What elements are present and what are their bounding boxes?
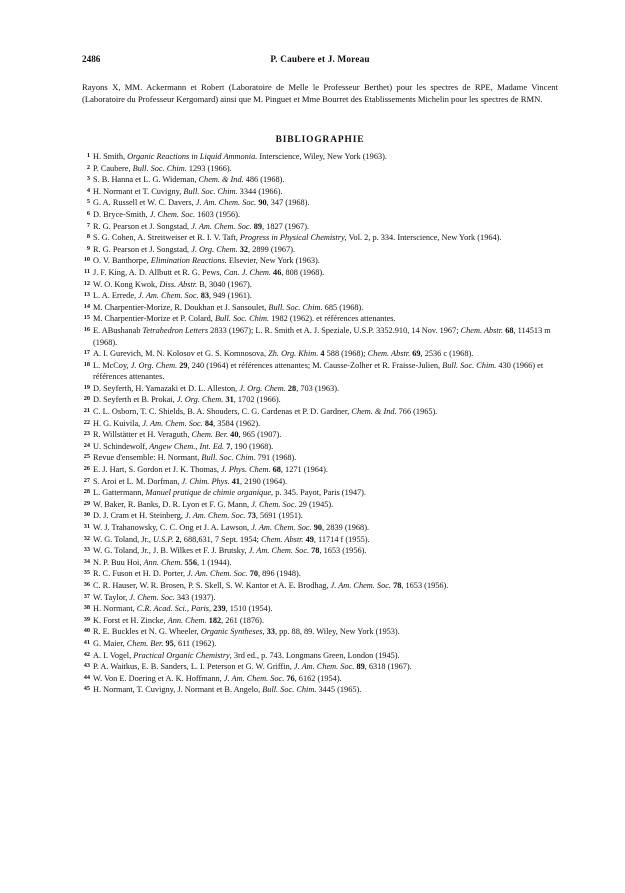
- reference-number: 3: [86, 175, 90, 183]
- reference-text: W. G. Toland, Jr., U.S.P. 2, 688,631, 7 Sept. 1954; Chem. Abstr. 49, 11714 f (1955).: [93, 534, 370, 544]
- reference-item: [80, 557, 560, 569]
- reference-text: L. Gattermann, Manuel pratique de chimie organique, p. 345. Payot, Paris (1947).: [93, 488, 366, 498]
- reference-text: H. Smith, Organic Reactions in Liquid Ammonia. Interscience, Wiley, New York (1963).: [93, 152, 387, 161]
- reference-number: 29: [83, 499, 90, 507]
- reference-text: H. Normant, C.R. Acad. Sci., Paris, 239, 1510 (1954).: [93, 604, 273, 614]
- reference-text: H. G. Kuivila, J. Am. Chem. Soc. 84, 3584 (1962).: [93, 418, 261, 428]
- reference-number: 27: [83, 476, 90, 484]
- reference-text: P. A. Waitkus, E. B. Sanders, L. I. Peterson et G. W. Griffin, J. Am. Chem. Soc. 89, 6318 (1967).: [93, 662, 412, 672]
- reference-item: [80, 163, 560, 175]
- reference-item: [80, 197, 560, 209]
- reference-item: [80, 568, 560, 580]
- reference-number: 25: [83, 453, 90, 461]
- reference-number: 12: [83, 279, 90, 287]
- reference-text: Revue d'ensemble: H. Normant, Bull. Soc. Chim. 791 (1968).: [93, 453, 297, 463]
- reference-number: 41: [83, 638, 90, 646]
- reference-item: [80, 279, 560, 291]
- reference-text: W. G. Toland, Jr., J. B. Wilkes et F. J. Brutsky, J. Am. Chem. Soc. 78, 1653 (1956).: [93, 546, 367, 556]
- reference-number: 4: [86, 186, 90, 194]
- reference-number: 17: [83, 349, 90, 357]
- reference-number: 15: [83, 314, 90, 322]
- reference-number: 42: [83, 650, 90, 658]
- reference-item: [80, 673, 560, 685]
- reference-text: A. I. Vogel, Practical Organic Chemistry, 3rd ed., p. 743. Longmans Green, London (1945).: [93, 650, 400, 660]
- reference-list: [80, 151, 560, 696]
- reference-number: 30: [83, 511, 90, 519]
- reference-item: [80, 232, 560, 244]
- reference-number: 11: [84, 267, 90, 275]
- reference-item: [80, 626, 560, 638]
- reference-number: 36: [83, 580, 90, 588]
- reference-item: [80, 290, 560, 302]
- reference-text: W. Von E. Doering et A. K. Hoffmann, J. Am. Chem. Soc. 76, 6162 (1954).: [93, 673, 342, 683]
- reference-number: 2: [86, 163, 90, 171]
- reference-item: [80, 661, 560, 673]
- reference-item: [80, 615, 560, 627]
- running-title: P. Caubere et J. Moreau: [270, 54, 370, 64]
- reference-number: 16: [83, 325, 90, 333]
- reference-item: [80, 534, 560, 546]
- reference-text: W. Taylor, J. Chem. Soc. 343 (1937).: [93, 592, 216, 602]
- reference-text: C. L. Osborn, T. C. Shields, B. A. Shouders, C. G. Cardenas et P. D. Gardner, Chem. & Ind. 766 (1965).: [93, 407, 438, 417]
- reference-number: 19: [83, 383, 90, 391]
- reference-item: [80, 476, 560, 488]
- reference-item: [80, 394, 560, 406]
- reference-item: [80, 302, 560, 314]
- reference-text: J. F. King, A. D. Allbutt et R. G. Pews, Can. J. Chem. 46, 808 (1968).: [93, 267, 325, 277]
- reference-number: 31: [83, 523, 90, 530]
- reference-item: [80, 580, 560, 592]
- reference-text: H. Normant, T. Cuvigny, J. Normant et B. Angelo, Bull. Soc. Chim. 3445 (1965).: [93, 685, 362, 695]
- reference-item: [80, 510, 560, 522]
- reference-number: 24: [83, 441, 90, 449]
- reference-text: C. R. Hauser, W. R. Brosen, P. S. Skell, S. W. Kantor et A. E. Brodhag, J. Am. Chem. Soc. 78, 1653 (1956).: [93, 580, 449, 590]
- reference-number: 14: [83, 302, 90, 310]
- reference-text: A. I. Gurevich, M. N. Kolosov et G. S. Komnosova, Zh. Org. Khim. 4 588 (1968); Chem. Abstr. 69, 2536 c (1968).: [93, 349, 474, 359]
- reference-number: 18: [83, 360, 90, 368]
- reference-text: R. G. Pearson et J. Songstad, J. Org. Chem. 32, 2899 (1967).: [93, 244, 296, 254]
- reference-item: [80, 592, 560, 604]
- reference-item: [80, 429, 560, 441]
- reference-number: 38: [83, 604, 90, 612]
- reference-item: [80, 325, 560, 348]
- reference-item: [80, 603, 560, 615]
- reference-text: M. Charpentier-Morize, R. Doukhan et J. Sansoulet, Bull. Soc. Chim. 685 (1968).: [93, 302, 364, 312]
- reference-item: [80, 151, 560, 163]
- reference-item: [80, 638, 560, 650]
- reference-number: 13: [83, 291, 90, 299]
- reference-number: 23: [83, 430, 90, 438]
- bibliography-heading: BIBLIOGRAPHIE: [275, 135, 365, 145]
- reference-number: 20: [83, 395, 90, 403]
- reference-text: D. Seyferth et B. Prokai, J. Org. Chem. 31, 1702 (1966).: [93, 395, 281, 405]
- reference-text: L. McCoy, J. Org. Chem. 29, 240 (1964) et références attenantes; M. Causse-Zolher et R. Fraisse-Julien, Bull. Soc. Chim. 430 (1966) et références attenantes.: [93, 360, 544, 382]
- reference-text: S. Aroi et L. M. Dorfman, J. Chim. Phys. 41, 2190 (1964).: [93, 476, 288, 486]
- reference-text: U. Schindewolf, Angew Chem., Int. Ed. 7, 190 (1968).: [93, 441, 274, 451]
- acknowledgment-paragraph: Rayons X, MM. Ackermann et Robert (Laboratoire de Melle le Professeur Berthet) pour les spectres de RPE, Madame Vincent (Laboratoire du Professeur Kergomard) ainsi que M. Pinguet et Mme Bourret des Etablissements Michelin pour les spectres de RMN.: [82, 82, 558, 105]
- reference-number: 43: [83, 662, 90, 670]
- reference-text: S. G. Cohen, A. Streitweiser et R. I. V. Taft, Progress in Physical Chemistry, Vol. 2, p. 334. Interscience, New York (1964).: [93, 233, 502, 243]
- reference-item: [80, 244, 560, 256]
- reference-number: 45: [83, 685, 90, 693]
- reference-number: 7: [86, 221, 90, 229]
- reference-item: [80, 499, 560, 511]
- reference-text: R. Willstätter et H. Veraguth, Chem. Ber. 40, 965 (1907).: [93, 430, 282, 440]
- reference-number: 32: [83, 534, 90, 542]
- reference-text: S. B. Hanna et L. G. Wideman, Chem. & Ind. 486 (1968).: [93, 175, 285, 185]
- page-header: [82, 54, 558, 68]
- reference-number: 34: [83, 557, 90, 565]
- reference-number: 39: [83, 615, 90, 623]
- reference-item: [80, 348, 560, 360]
- reference-text: G. Maier, Chem. Ber. 95, 611 (1962).: [93, 638, 217, 648]
- reference-item: [80, 418, 560, 430]
- reference-item: [80, 406, 560, 418]
- reference-text: O. V. Banthorpe, Elimination Reactions. Elsevier, New York (1963).: [93, 256, 320, 266]
- reference-text: R. G. Pearson et J. Songstad, J. Am. Chem. Soc. 89, 1827 (1967).: [93, 221, 310, 231]
- reference-text: D. Bryce-Smith, J. Chem. Soc. 1603 (1956).: [93, 209, 241, 219]
- reference-item: [80, 487, 560, 499]
- reference-text: K. Forst et H. Zincke, Ann. Chem. 182, 261 (1876).: [93, 615, 265, 625]
- reference-item: [80, 221, 560, 233]
- reference-text: W. O. Kong Kwok, Diss. Abstr. B, 3040 (1967).: [93, 279, 252, 289]
- reference-text: G. A. Russell et W. C. Davers, J. Am. Chem. Soc. 90, 347 (1968).: [93, 198, 310, 208]
- reference-item: [80, 545, 560, 557]
- reference-item: [80, 383, 560, 395]
- reference-item: [80, 684, 560, 696]
- reference-text: E. J. Hart, S. Gordon et J. K. Thomas, J. Phys. Chem. 68, 1271 (1964).: [93, 465, 328, 475]
- reference-item: [80, 522, 560, 534]
- reference-number: 8: [86, 233, 90, 241]
- reference-number: 35: [83, 569, 90, 577]
- reference-item: [80, 255, 560, 267]
- reference-text: H. Normant et T. Cuvigny, Bull. Soc. Chim. 3344 (1966).: [93, 186, 283, 196]
- reference-number: 10: [83, 256, 90, 264]
- reference-text: D. Seyferth, H. Yamazaki et D. L. Alleston, J. Org. Chem. 28, 703 (1963).: [93, 383, 340, 393]
- reference-number: 26: [83, 465, 90, 473]
- reference-item: [80, 313, 560, 325]
- reference-item: [80, 650, 560, 662]
- reference-number: 37: [83, 592, 90, 600]
- reference-item: [80, 360, 560, 383]
- reference-text: M. Charpentier-Morize et P. Colard, Bull. Soc. Chim. 1982 (1962). et références attenantes.: [93, 314, 396, 324]
- reference-number: 28: [83, 488, 90, 496]
- reference-number: 5: [86, 198, 90, 206]
- reference-number: 33: [83, 546, 90, 554]
- reference-text: R. C. Fuson et H. D. Porter, J. Am. Chem. Soc. 70, 896 (1948).: [93, 569, 301, 579]
- reference-item: [80, 267, 560, 279]
- reference-number: 22: [83, 418, 90, 426]
- reference-item: [80, 209, 560, 221]
- reference-number: 44: [83, 673, 90, 681]
- reference-item: [80, 441, 560, 453]
- reference-text: L. A. Errede, J. Am. Chem. Soc. 83, 949 (1961).: [93, 291, 252, 301]
- reference-text: E. ABushanab Tetrahedron Letters 2833 (1967); L. R. Smith et A. J. Speziale, U.S.P. 3352.910, 14 Nov. 1967; Chem. Abstr. 68, 114513 m (1968).: [93, 325, 551, 347]
- reference-text: N. P. Buu Hoi, Ann. Chem. 556, 1 (1944).: [93, 557, 232, 567]
- reference-text: D. J. Cram et H. Steinberg, J. Am. Chem. Soc. 73, 5691 (1951).: [93, 511, 303, 521]
- reference-text: W. J. Trahanowsky, C. C. Ong et J. A. Lawson, J. Am. Chem. Soc. 90, 2839 (1968).: [93, 523, 370, 532]
- reference-number: 6: [86, 209, 90, 217]
- reference-number: 1: [86, 152, 90, 159]
- reference-item: [80, 464, 560, 476]
- reference-number: 9: [86, 244, 90, 252]
- reference-text: W. Baker, R. Banks, D. R. Lyon et F. G. Mann, J. Chem. Soc. 29 (1945).: [93, 499, 334, 509]
- page-number: 2486: [82, 54, 101, 64]
- reference-item: [80, 452, 560, 464]
- reference-text: R. E. Buckles et N. G. Wheeler, Organic Syntheses, 33, pp. 88, 89. Wiley, New York (1953).: [93, 627, 400, 637]
- reference-number: 40: [83, 627, 90, 635]
- reference-item: [80, 174, 560, 186]
- reference-number: 21: [83, 407, 90, 415]
- reference-item: [80, 186, 560, 198]
- reference-text: P. Caubere, Bull. Soc. Chim. 1293 (1966).: [93, 163, 232, 173]
